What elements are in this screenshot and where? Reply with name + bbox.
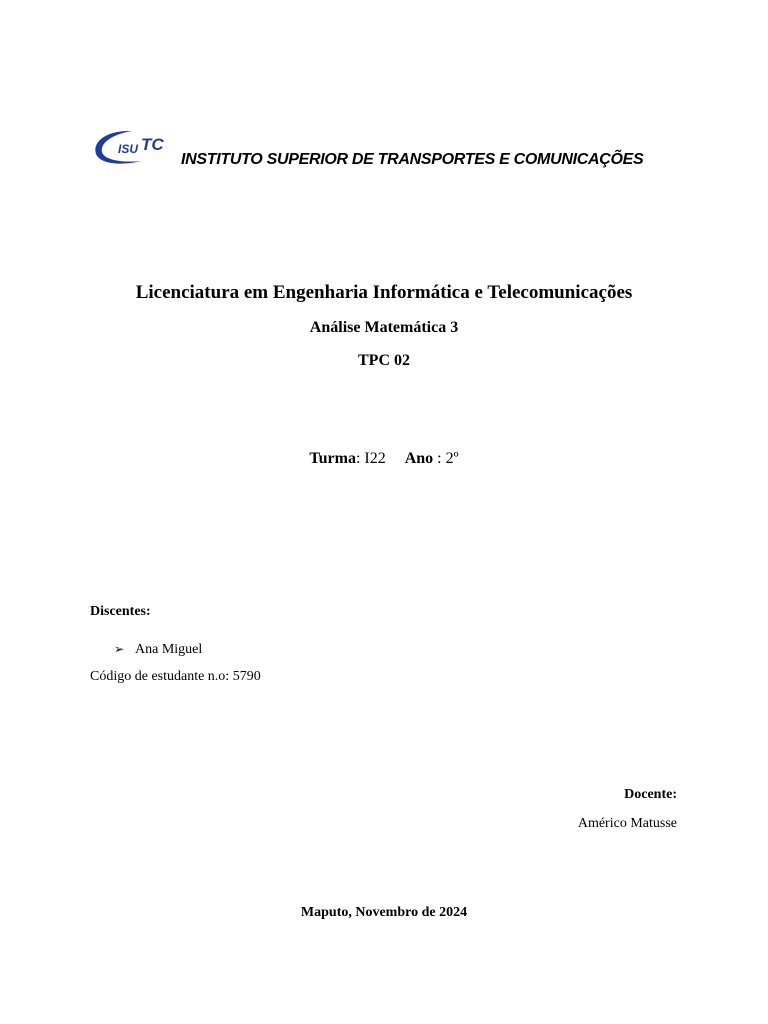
logo-text-tc: TC — [141, 135, 164, 154]
turma-value: : I22 — [355, 450, 386, 467]
student-list-item — [114, 642, 202, 658]
degree-title: Licenciatura em Engenharia Informática e Telecomunicações — [135, 282, 633, 303]
teacher-heading: Docente: — [624, 787, 677, 802]
student-name: Ana Miguel — [135, 642, 203, 657]
arrow-bullet-icon: ➢ — [114, 642, 125, 656]
logo-text-isu: ISU — [118, 142, 139, 156]
isutc-logo — [92, 128, 174, 170]
subject-title: Análise Matemática 3 — [309, 319, 459, 336]
institute-name: INSTITUTO SUPERIOR DE TRANSPORTES E COMUNICAÇÕES — [181, 151, 644, 168]
place-date: Maputo, Novembro de 2024 — [300, 905, 468, 920]
student-code: Código de estudante n.o: 5790 — [90, 669, 261, 684]
teacher-name: Américo Matusse — [577, 816, 677, 831]
class-year-line — [0, 450, 768, 468]
ano-label: Ano — [404, 450, 434, 467]
assignment-title: TPC 02 — [358, 352, 410, 369]
students-heading: Discentes: — [90, 604, 151, 619]
ano-value: : 2º — [433, 450, 459, 467]
turma-label: Turma — [309, 450, 356, 467]
